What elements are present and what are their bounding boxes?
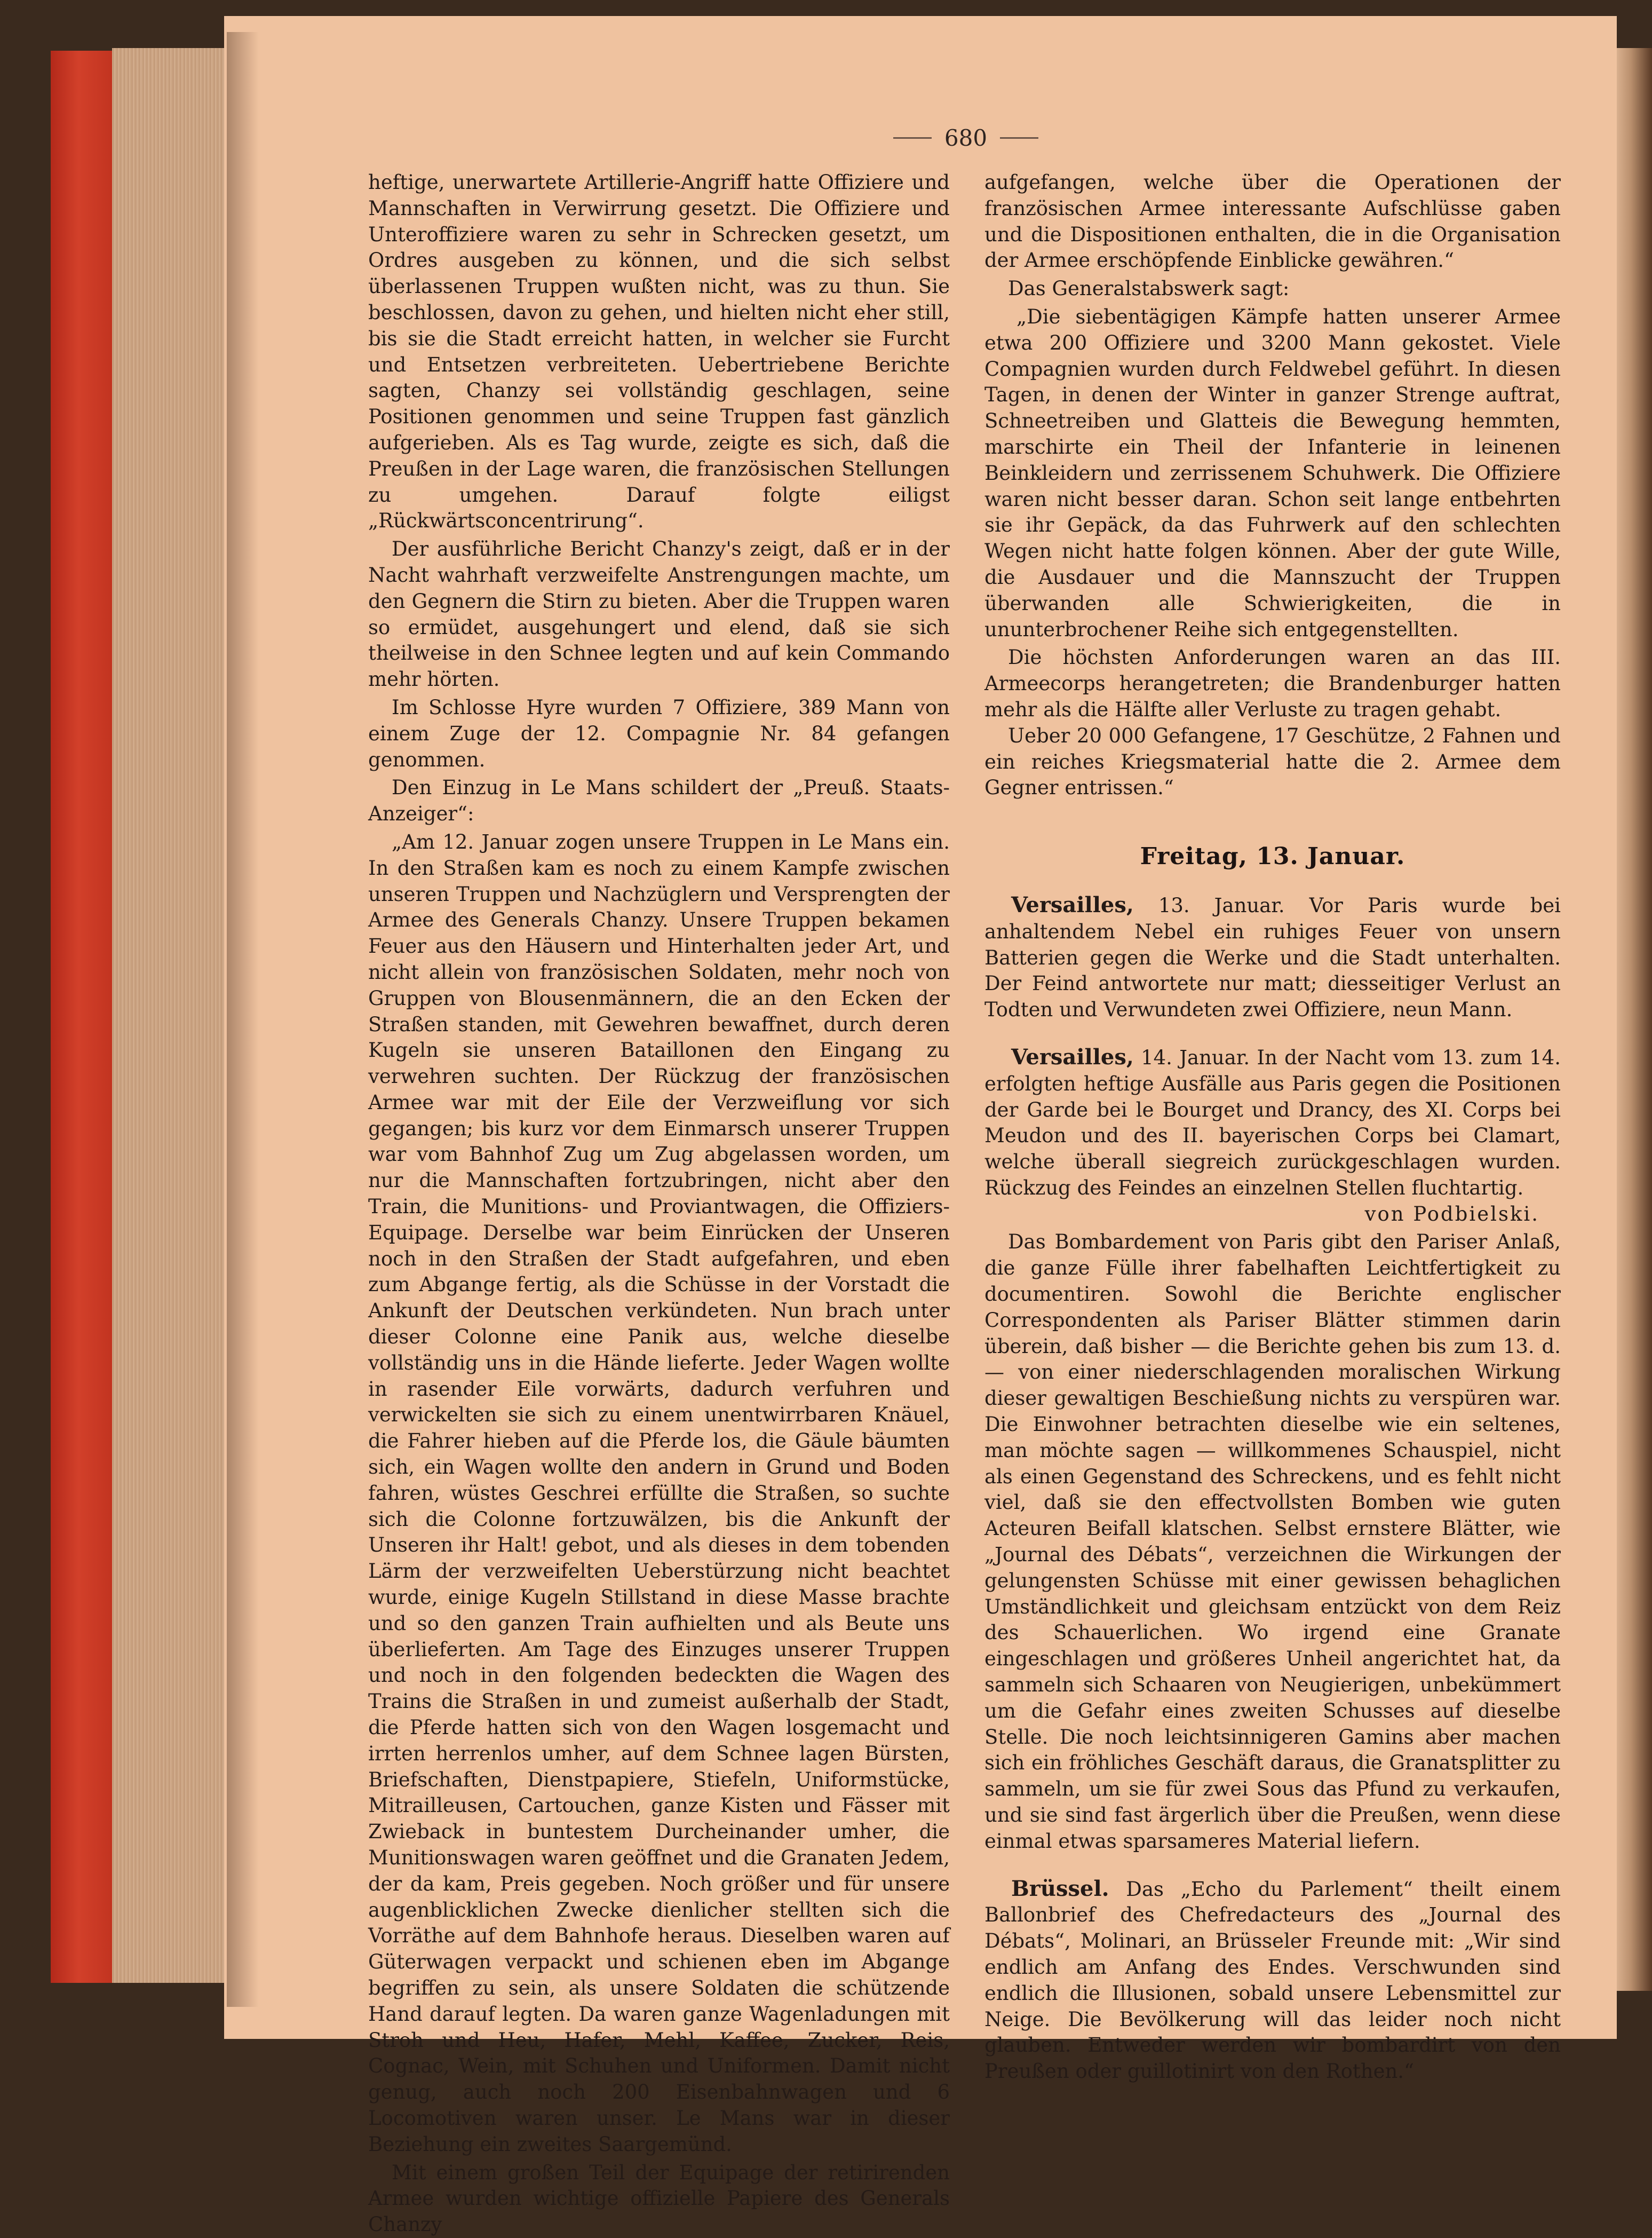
- page-header: [875, 116, 1057, 159]
- page-number: 680: [944, 124, 988, 151]
- paragraph: Den Einzug in Le Mans schildert der „Preuß. Staats-Anzeiger“:: [368, 776, 950, 826]
- dispatch-place: Versailles,: [1011, 892, 1134, 918]
- dispatch-entry: [984, 1876, 1561, 2085]
- paragraph: Im Schlosse Hyre wurden 7 Offiziere, 389 Mann von einem Zuge der 12. Compagnie Nr. 84 gefangen genommen.: [368, 695, 950, 771]
- dispatch-entry: [984, 1045, 1561, 1201]
- dispatch-place: Versailles,: [1011, 1044, 1134, 1070]
- paragraph: aufgefangen, welche über die Operationen der französischen Armee interessante Aufschlüsse gaben und die Dispositionen enthalten, die in die Organisation der Armee erschöpfende Einblicke gewähren.“: [984, 171, 1561, 272]
- paragraph: heftige, unerwartete Artillerie-Angriff hatte Offiziere und Mannschaften in Verwirrung gesetzt. Die Offiziere und Unteroffiziere waren zu sehr in Schrecken gesetzt, um Ordres ausgeben zu können, und die sich selbst überlassenen Truppen wußten nicht, was zu thun. Sie beschlossen, davon zu gehen, und hielten nicht eher still, bis sie die Stadt erreicht hatten, in welcher sie Furcht und Entsetzen verbreiteten. Uebertriebene Berichte sagten, Chanzy sei vollständig geschlagen, seine Positionen genommen und seine Truppen fast gänzlich aufgerieben. Als es Tag wurde, zeigte es sich, daß die Preußen in der Lage waren, die französischen Stellungen zu umgehen. Darauf folgte eiligst „Rückwärtsconcentrirung“.: [368, 171, 950, 533]
- dispatch-place: Brüssel.: [1011, 1876, 1109, 1901]
- paragraph: Das Generalstabswerk sagt:: [1008, 277, 1290, 300]
- dispatch-entry: [984, 892, 1561, 1023]
- header-rule-left: [893, 137, 932, 139]
- paragraph: Der ausführliche Bericht Chanzy's zeigt, daß er in der Nacht wahrhaft verzweifelte Anstrengungen machte, um den Gegnern die Stirn zu bieten. Aber die Truppen waren so ermüdet, ausgehungert und elend, daß sie sich theilweise in den Schnee legten und auf kein Commando mehr hörten.: [368, 537, 950, 691]
- day-heading: Freitag, 13. Januar.: [1140, 843, 1405, 871]
- paragraph: Die höchsten Anforderungen waren an das III. Armeecorps herangetreten; die Brandenburger hatten mehr als die Hälfte aller Verluste zu tragen gehabt.: [984, 646, 1561, 721]
- dispatch-text: 14. Januar. In der Nacht vom 13. zum 14. erfolgten heftige Ausfälle aus Paris gegen die Positionen der Garde bei le Bourget und Drancy, des XI. Corps bei Meudon und des II. bayerischen Corps bei Clamart, welche überall siegreich zurückgeschlagen wurden. Rückzug des Feindes an einzelnen Stellen fluchtartig.: [984, 1046, 1561, 1199]
- page-stack-edges: [112, 48, 227, 1983]
- quote-paragraph: „Die siebentägigen Kämpfe hatten unserer Armee etwa 200 Offiziere und 3200 Mann gekostet. Viele Compagnien wurden durch Feldwebel geführt. In diesen Tagen, in denen der Winter in ganzer Strenge auftrat, Schneetreiben und Glatteis die Bewegung hemmten, marschirte ein Theil der Infanterie in leinenen Beinkleidern und zerrissenem Schuhwerk. Die Offiziere waren nicht besser daran. Schon seit lange entbehrten sie ihr Gepäck, da das Fuhrwerk auf den schlechten Wegen nicht hatte folgen können. Aber der gute Wille, die Ausdauer und die Mannszucht der Truppen überwanden alle Schwierigkeiten, die in ununterbrochener Reihe sich entgegenstellten.: [984, 305, 1561, 641]
- paragraph: Ueber 20 000 Gefangene, 17 Geschütze, 2 Fahnen und ein reiches Kriegsmaterial hatte die 2. Armee dem Gegner entrissen.“: [984, 724, 1561, 800]
- book-cover-edge: [51, 51, 112, 1983]
- quote-paragraph: „Am 12. Januar zogen unsere Truppen in Le Mans ein. In den Straßen kam es noch zu einem Kampfe zwischen unseren Truppen und Nachzüglern und Versprengten der Armee des Generals Chanzy. Unsere Truppen bekamen Feuer aus den Häusern und Hinterhalten jeder Art, und nicht allein von französischen Soldaten, mehr noch von Gruppen von Blousenmännern, die an den Ecken der Straßen standen, mit Gewehren bewaffnet, durch deren Kugeln sie unseren Bataillonen den Eingang zu verwehren suchten. Der Rückzug der französischen Armee war mit der Eile der Verzweiflung vor sich gegangen; bis kurz vor dem Einmarsch unserer Truppen war vom Bahnhof Zug um Zug abgelassen worden, um nur die Mannschaften fortzubringen, nicht aber den Train, die Munitions- und Proviantwagen, die Offiziers-Equipage. Derselbe war beim Einrücken der Unseren noch in den Straßen der Stadt aufgefahren, und eben zum Abgange fertig, als die Schüsse in der Vorstadt die Ankunft der Deutschen verkündeten. Nun brach unter dieser Colonne eine Panik aus, welche dieselbe vollständig uns in die Hände lieferte. Jeder Wagen wollte in rasender Eile vorwärts, dadurch verfuhren und verwickelten sie sich zu einem unentwirrbaren Knäuel, die Fahrer hieben auf die Pferde los, die Gäule bäumten sich, ein Wagen wollte den andern in Grund und Boden fahren, wüstes Geschrei erfüllte die Straßen, so suchte sich die Colonne fortzuwälzen, bis die Ankunft der Unseren ihr Halt! gebot, und als dieses in dem tobenden Lärm der verzweifelten Ueberstürzung nicht beachtet wurde, einige Kugeln Stillstand in diese Masse brachte und so den ganzen Train aufhielten und als Beute uns überlieferten. Am Tage des Einzuges unserer Truppen und noch in den folgenden bedeckten die Wagen des Trains die Straßen in und zumeist außerhalb der Stadt, die Pferde hatten sich von den Wagen losgemacht und irrten herrenlos umher, auf dem Schnee lagen Bürsten, Briefschaften, Dienstpapiere, Stiefeln, Uniformstücke, Mitrailleusen, Cartouchen, ganze Kisten und Fässer mit Zwieback in buntestem Durcheinander umher, die Munitionswagen waren geöffnet und die Granaten Jedem, der da kam, Preis gegeben. Noch größer und für unsere augenblicklichen Zwecke dienlicher stellten sich die Vorräthe auf dem Bahnhofe heraus. Dieselben waren auf Güterwagen verpackt und schienen eben im Abgange begriffen zu sein, als unsere Soldaten die schützende Hand darauf legten. Da waren ganze Wagenladungen mit Stroh und Heu, Hafer, Mehl, Kaffee, Zucker, Reis, Cognac, Wein, mit Schuhen und Uniformen. Damit nicht genug, auch noch 200 Eisenbahnwagen und 6 Locomotiven waren unser. Le Mans war in dieser Beziehung ein zweites Saargemünd.: [368, 830, 950, 2156]
- gutter-shadow: [227, 32, 259, 2007]
- dispatch-text: Das „Echo du Parlement“ theilt einem Ballonbrief des Chefredacteurs des „Journal des Débats“, Molinari, an Brüsseler Freunde mit: „Wir sind endlich am Anfang des Endes. Verschwunden sind endlich die Illusionen, sobald unsere Lebensmittel zur Neige. Die Bevölkerung will das leider noch nicht glauben. Entweder werden wir bombardirt von den Preußen oder guillotinirt von den Rothen.“: [984, 1877, 1561, 2083]
- right-column: [984, 170, 1561, 2083]
- paragraph: Mit einem großen Teil der Equipage der retirirenden Armee wurden wichtige offizielle Papiere des Generals Chanzy: [368, 2161, 950, 2236]
- dispatch-text: 13. Januar. Vor Paris wurde bei anhaltendem Nebel ein ruhiges Feuer von unsern Batterien gegen die Werke und die Stadt unterhalten. Der Feind antwortete nur matt; diesseitiger Verlust an Todten und Verwundeten zwei Offiziere, neun Mann.: [984, 893, 1561, 1022]
- paragraph: Das Bombardement von Paris gibt den Pariser Anlaß, die ganze Fülle ihrer fabelhaften Leichtfertigkeit zu documentiren. Sowohl die Berichte englischer Correspondenten als Pariser Blätter stimmen darin überein, daß bisher — die Berichte gehen bis zum 13. d. — von einer niederschlagenden moralischen Wirkung dieser gewaltigen Beschießung nichts zu verspüren war. Die Einwohner betrachten dieselbe wie ein seltenes, man möchte sagen — willkommenes Schauspiel, nicht als einen Gegenstand des Schreckens, und es fehlt nicht viel, daß sie den effectvollsten Bomben wie guten Acteuren Beifall klatschen. Selbst ernstere Blätter, wie „Journal des Débats“, verzeichnen die Wirkungen der gelungensten Schüsse mit einer gewissen behaglichen Umständlichkeit und gleichsam entzückt von dem Reiz des Schauerlichen. Wo irgend eine Granate eingeschlagen und größeres Unheil angerichtet hat, da sammeln sich Schaaren von Neugierigen, unbekümmert um die Gefahr eines zweiten Schusses auf dieselbe Stelle. Die noch leichtsinnigeren Gamins aber machen sich ein fröhliches Geschäft daraus, die Granatsplitter zu sammeln, um sie für zwei Sous das Pfund zu verkaufen, und sie sind fast ärgerlich über die Preußen, wenn diese einmal etwas sparsameres Material liefern.: [984, 1230, 1561, 1853]
- signature: von Podbielski.: [1364, 1202, 1539, 1225]
- header-rule-right: [1000, 137, 1038, 139]
- left-column: [368, 170, 950, 2236]
- right-page-edge: [1617, 48, 1652, 1991]
